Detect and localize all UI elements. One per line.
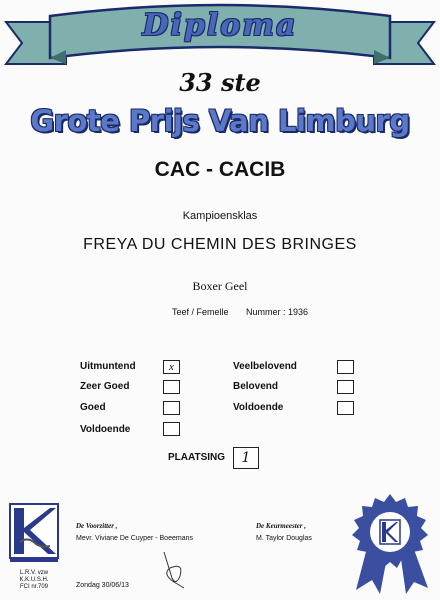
edition-label: 33 ste	[179, 68, 261, 97]
grade-checkbox-voldoende-right[interactable]	[337, 401, 354, 415]
judge-name: M. Taylor Douglas	[256, 535, 312, 542]
signature-scribble-icon	[158, 548, 190, 590]
judge-label: De Keurmeester ,	[256, 522, 306, 530]
titles-label: CAC - CACIB	[154, 158, 286, 181]
grade-label-zeer-goed: Zeer Goed	[80, 381, 130, 392]
grade-checkbox-voldoende[interactable]	[163, 422, 180, 436]
club-line-1: L.R.V. vzw	[19, 570, 49, 576]
grade-checkbox-veelbelovend[interactable]	[337, 360, 354, 374]
club-info	[14, 570, 54, 591]
diploma-title: Diploma	[142, 8, 298, 43]
club-logo-icon	[6, 498, 62, 566]
grade-label-veelbelovend: Veelbelovend	[233, 361, 297, 372]
chair-name: Mevr. Viviane De Cuyper - Boeemans	[76, 535, 193, 542]
event-date: Zondag 30/06/13	[76, 582, 129, 589]
class-label: Kampioensklas	[182, 210, 258, 222]
grade-checkbox-zeer-goed[interactable]	[163, 380, 180, 394]
placement-label: PLAATSING	[168, 452, 226, 463]
grade-label-voldoende: Voldoende	[80, 424, 131, 435]
grade-label-voldoende-right: Voldoende	[233, 402, 284, 413]
chair-label: De Voorzitter ,	[76, 522, 118, 530]
placement-box[interactable]: 1	[233, 447, 259, 469]
dog-name: FREYA DU CHEMIN DES BRINGES	[83, 236, 357, 253]
catalog-number: Nummer : 1936	[246, 307, 309, 317]
club-line-3: FCI nr.709	[19, 584, 48, 590]
grade-checkbox-belovend[interactable]	[337, 380, 354, 394]
event-title: Grote Prijs Van Limburg	[30, 104, 410, 138]
rosette-icon	[350, 492, 432, 596]
grade-label-belovend: Belovend	[233, 381, 279, 392]
grade-label-goed: Goed	[80, 402, 106, 413]
sex-label: Teef / Femelle	[172, 307, 229, 317]
grade-checkbox-uitmuntend[interactable]: x	[163, 360, 180, 374]
grade-checkbox-goed[interactable]	[163, 401, 180, 415]
breed-label: Boxer Geel	[192, 279, 248, 293]
club-line-2: K.K.U.S.H.	[19, 577, 49, 583]
grade-label-uitmuntend: Uitmuntend	[80, 361, 136, 372]
